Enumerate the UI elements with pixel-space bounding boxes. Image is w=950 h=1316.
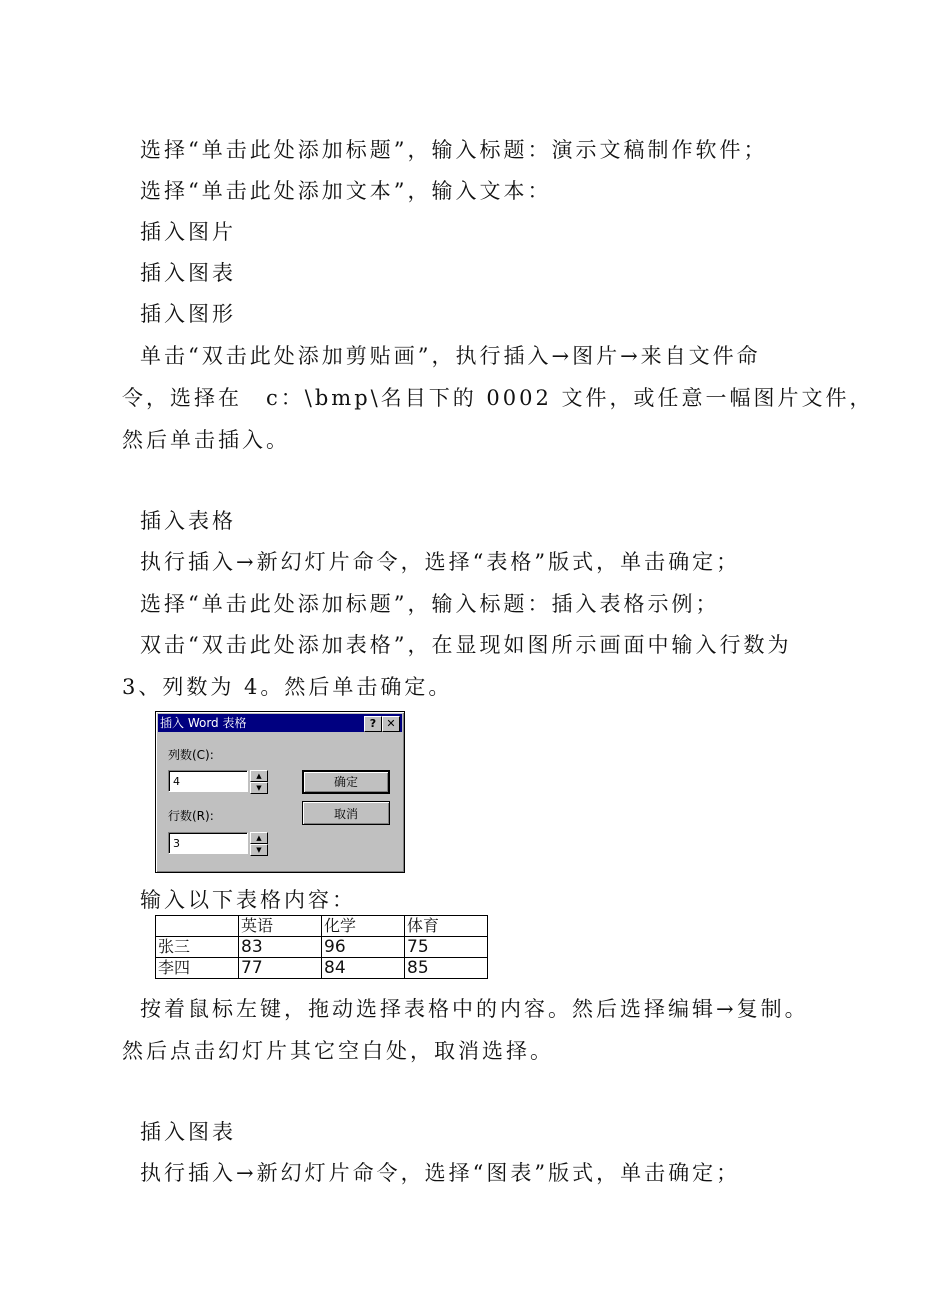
spin-down-icon[interactable]: ▼ [250, 782, 268, 794]
spin-up-icon[interactable]: ▲ [250, 832, 268, 844]
cancel-button[interactable]: 取消 [302, 801, 390, 825]
ok-button[interactable]: 确定 [302, 770, 390, 794]
text-line: 单击“双击此处添加剪贴画”，执行插入→图片→来自文件命 [140, 344, 761, 368]
spin-down-icon[interactable]: ▼ [250, 844, 268, 856]
table-cell: 英语 [239, 916, 322, 937]
text-line: 选择“单击此处添加标题”，输入标题：演示文稿制作软件； [140, 138, 768, 162]
table-cell: 83 [239, 937, 322, 958]
table-cell: 84 [322, 958, 405, 979]
table-cell: 李四 [156, 958, 239, 979]
text-line: 然后单击插入。 [122, 428, 290, 452]
table-cell: 96 [322, 937, 405, 958]
text-line: 插入图表 [140, 1120, 236, 1144]
table-cell: 75 [405, 937, 488, 958]
table-cell: 77 [239, 958, 322, 979]
dialog-title: 插入 Word 表格 [160, 716, 247, 730]
cols-stepper[interactable] [250, 770, 268, 792]
table-row [156, 937, 488, 958]
rows-stepper[interactable] [250, 832, 268, 854]
rows-label: 行数(R): [168, 809, 214, 823]
rows-input[interactable]: 3 [168, 832, 248, 854]
insert-word-table-dialog [155, 711, 405, 873]
table-header-row [156, 916, 488, 937]
text-line: 输入以下表格内容： [140, 888, 356, 912]
table-cell: 体育 [405, 916, 488, 937]
text-line: 插入图表 [140, 261, 236, 285]
text-line: 按着鼠标左键，拖动选择表格中的内容。然后选择编辑→复制。 [140, 997, 809, 1021]
text-line: 选择“单击此处添加文本”，输入文本： [140, 179, 552, 203]
help-icon[interactable]: ? [364, 716, 382, 732]
table-cell: 85 [405, 958, 488, 979]
text-line: 令，选择在 c：\bmp\名目下的 0002 文件，或任意一幅图片文件， [122, 386, 874, 410]
spin-up-icon[interactable]: ▲ [250, 770, 268, 782]
text-line: 选择“单击此处添加标题”，输入标题：插入表格示例； [140, 592, 720, 616]
table-cell: 化学 [322, 916, 405, 937]
table-row [156, 958, 488, 979]
text-line: 执行插入→新幻灯片命令，选择“表格”版式，单击确定； [140, 550, 741, 574]
cols-input[interactable]: 4 [168, 770, 248, 792]
text-line: 3、列数为 4。然后单击确定。 [122, 675, 453, 699]
score-table [155, 915, 488, 979]
table-cell [156, 916, 239, 937]
text-line: 插入图形 [140, 302, 236, 326]
cols-label: 列数(C): [168, 748, 214, 762]
text-line: 双击“双击此处添加表格”，在显现如图所示画面中输入行数为 [140, 633, 792, 657]
dialog-title-bar [158, 714, 402, 732]
text-line: 插入图片 [140, 220, 236, 244]
text-line: 执行插入→新幻灯片命令，选择“图表”版式，单击确定； [140, 1161, 741, 1185]
text-line: 插入表格 [140, 509, 236, 533]
table-cell: 张三 [156, 937, 239, 958]
close-icon[interactable]: ✕ [382, 716, 400, 732]
text-line: 然后点击幻灯片其它空白处，取消选择。 [122, 1039, 554, 1063]
